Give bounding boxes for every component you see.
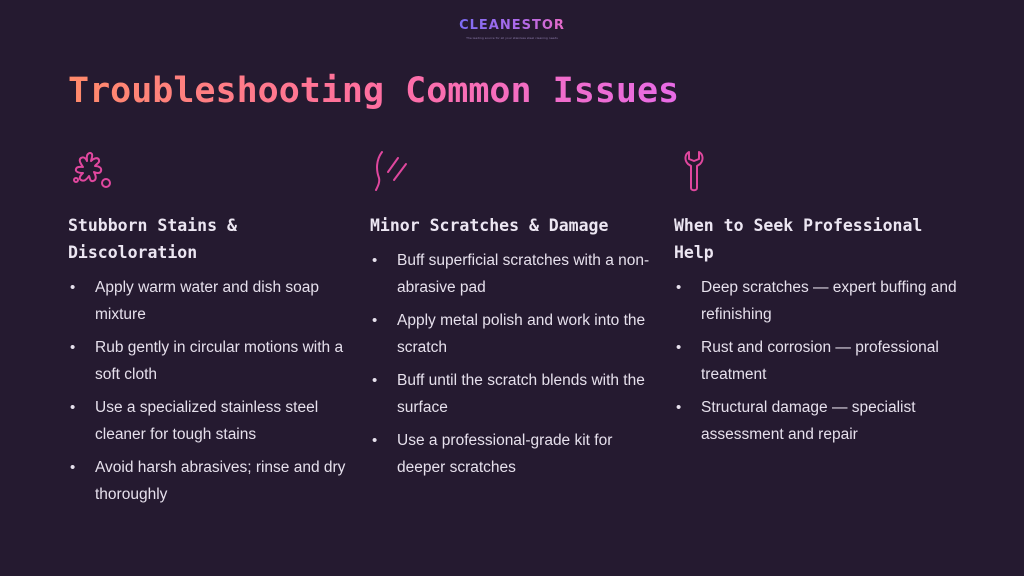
- list-item: [370, 427, 660, 481]
- list-item: [68, 334, 358, 388]
- list-item-text: Use a professional-grade kit for deeper scratches: [397, 432, 613, 476]
- bullet-icon: •: [70, 339, 76, 356]
- bullet-icon: •: [70, 279, 76, 296]
- brand-tagline: The leading source for all your stainless steel cleaning needs: [466, 36, 558, 40]
- column-list: [370, 247, 660, 481]
- bullet-icon: •: [372, 372, 378, 389]
- column-minor-scratches: [370, 148, 660, 487]
- bullet-icon: •: [676, 279, 682, 296]
- column-list: [674, 274, 964, 448]
- list-item-text: Structural damage — specialist assessment and repair: [701, 399, 916, 443]
- list-item: [674, 274, 964, 328]
- list-item: [370, 307, 660, 361]
- column-professional-help: [674, 148, 964, 454]
- bullet-icon: •: [676, 399, 682, 416]
- list-item-text: Apply metal polish and work into the scratch: [397, 312, 646, 356]
- bullet-icon: •: [70, 399, 76, 416]
- brand-logo: [0, 14, 1024, 40]
- column-heading: Stubborn Stains & Discoloration: [68, 216, 237, 262]
- list-item: [370, 367, 660, 421]
- bullet-icon: •: [676, 339, 682, 356]
- list-item-text: Buff until the scratch blends with the surface: [397, 372, 645, 416]
- column-heading: Minor Scratches & Damage: [370, 216, 609, 235]
- bullet-icon: •: [372, 312, 378, 329]
- list-item-text: Deep scratches — expert buffing and refinishing: [701, 279, 957, 323]
- list-item: [68, 454, 358, 508]
- brand-name: CLEANESTOR: [459, 18, 565, 33]
- list-item-text: Use a specialized stainless steel cleaner for tough stains: [95, 399, 319, 443]
- list-item: [674, 394, 964, 448]
- scratch-icon: [370, 148, 416, 194]
- bullet-icon: •: [372, 252, 378, 269]
- list-item: [674, 334, 964, 388]
- column-stubborn-stains: [68, 148, 358, 514]
- column-list: [68, 274, 358, 508]
- wrench-icon: [674, 148, 720, 194]
- list-item-text: Avoid harsh abrasives; rinse and dry thoroughly: [95, 459, 346, 503]
- column-heading: When to Seek Professional Help: [674, 216, 923, 262]
- list-item: [68, 394, 358, 448]
- list-item: [370, 247, 660, 301]
- list-item-text: Buff superficial scratches with a non-abrasive pad: [397, 252, 650, 296]
- list-item-text: Apply warm water and dish soap mixture: [95, 279, 320, 323]
- bullet-icon: •: [372, 432, 378, 449]
- list-item: [68, 274, 358, 328]
- bullet-icon: •: [70, 459, 76, 476]
- list-item-text: Rust and corrosion — professional treatment: [701, 339, 939, 383]
- stain-splat-icon: [68, 148, 114, 194]
- page-title: Troubleshooting Common Issues: [68, 68, 679, 114]
- list-item-text: Rub gently in circular motions with a soft cloth: [95, 339, 344, 383]
